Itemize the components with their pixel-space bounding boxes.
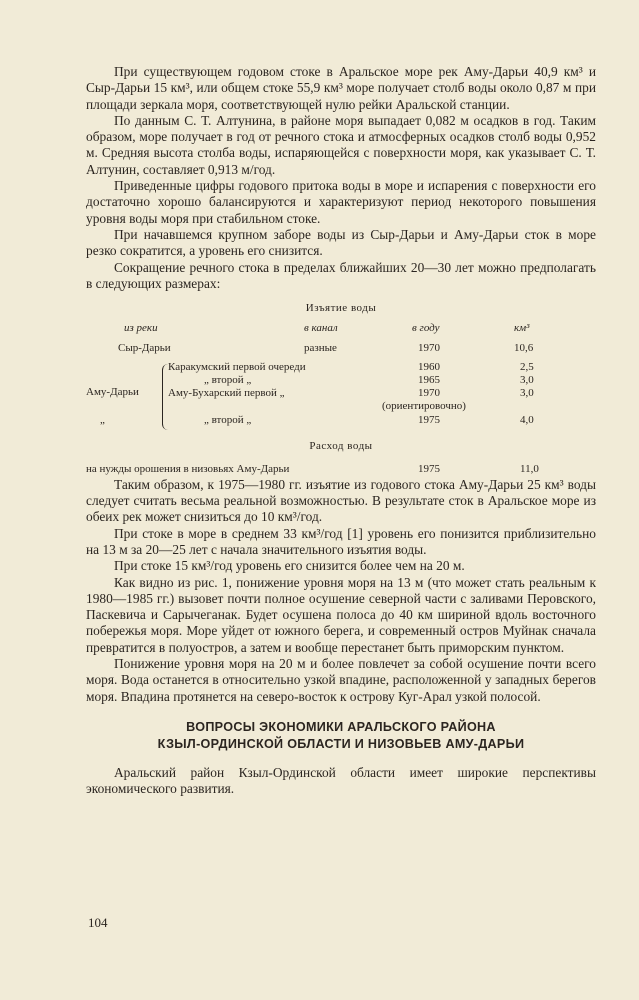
column-header: в канал	[304, 322, 338, 335]
paragraph: По данным С. Т. Алтунина, в районе моря выпадает 0,082 м осадков в год. Таким образом, море получает в год от речного стока и атмосферных осадков столб воды 0,952 м. Средняя высота столба воды, испаряющейся с поверхности моря, как указывает С. Т. Алтунин, составляет 0,913 м/год.	[86, 112, 596, 177]
cell-year: 1975	[418, 462, 440, 475]
column-header: в году	[412, 322, 440, 335]
cell-canal: разные	[304, 342, 337, 355]
paragraph: При стоке в море в среднем 33 км³/год [1] уровень его понизится приблизительно на 13 м за 20—25 лет с начала значительного изъятия воды.	[86, 525, 596, 557]
cell-year: 1960	[418, 361, 440, 374]
cell-canal: Аму-Бухарский первой „	[168, 387, 285, 400]
paragraph: Сокращение речного стока в пределах ближайших 20—30 лет можно предполагать в следующих размерах:	[86, 259, 596, 291]
cell-river: Аму-Дарьи	[86, 386, 139, 399]
paragraph: Как видно из рис. 1, понижение уровня моря на 13 м (что может стать реальным к 1980—1985 гг.) вызовет почти полное осушение северной части с заливами Перовского, Паскевича и Сарычеганак. Будет осушена полоса до 40 км шириной вдоль восточного побережья моря. Море уйдет от южного берега, и современный остров Муйнак сначала превратится в полуостров, а затем и вообще перестанет быть приморским пунктом.	[86, 574, 596, 655]
cell-value: 11,0	[520, 462, 539, 475]
cell-label: на нужды орошения в низовьях Аму-Дарьи	[86, 462, 290, 475]
cell-canal: „ второй „	[204, 414, 252, 427]
consumption-table	[86, 461, 596, 477]
paragraph: Таким образом, к 1975—1980 гг. изъятие из годового стока Аму-Дарьи 25 км³ воды следует считать весьма реальной возможностью. В результате сток в Аральское море из обеих рек может снизиться до 10 км³/год.	[86, 476, 596, 525]
cell-year-note: (ориентировочно)	[382, 400, 466, 413]
cell-value: 2,5	[520, 361, 534, 374]
table-caption-consumption: Расход воды	[309, 440, 373, 453]
cell-river: „	[100, 414, 105, 427]
cell-year: 1970	[418, 342, 440, 355]
paragraph: Приведенные цифры годового притока воды в море и испарения с поверхности его достаточно хорошо балансируются и характеризуют период некоторого повышения уровня воды моря при стабильном стоке.	[86, 178, 596, 226]
cell-year: 1975	[418, 414, 440, 427]
paragraph: При стоке 15 км³/год уровень его снизится более чем на 20 м.	[114, 558, 465, 574]
withdrawal-table	[86, 322, 596, 430]
paragraph: При существующем годовом стоке в Аральское море рек Аму-Дарьи 40,9 км³ и Сыр-Дарьи 15 км³, или общем стоке 55,9 км³ море получает столб воды около 0,87 м при площади зеркала моря, соответствующей нулю рейки Аральской станции.	[86, 64, 596, 112]
cell-value: 3,0	[520, 387, 534, 400]
cell-canal: „ второй „	[204, 374, 252, 387]
cell-year: 1965	[418, 374, 440, 387]
section-heading	[86, 719, 596, 753]
paragraph: Понижение уровня моря на 20 м и более повлечет за собой осушение почти всего моря. Вода останется в относительно узкой впадине, расположенной у западных берегов моря. Впадина протянется на северо-восток к острову Куг-Арал узкой полосой.	[86, 656, 596, 704]
column-header: км³	[514, 322, 530, 335]
cell-year: 1970	[418, 387, 440, 400]
table-caption-withdrawal: Изъятие воды	[305, 302, 377, 315]
column-header: из реки	[124, 322, 158, 335]
heading-line: ВОПРОСЫ ЭКОНОМИКИ АРАЛЬСКОГО РАЙОНА	[186, 719, 496, 734]
cell-value: 10,6	[514, 342, 534, 355]
paragraph: При начавшемся крупном заборе воды из Сыр-Дарьи и Аму-Дарьи сток в море резко сократится, а уровень его снизится.	[86, 226, 596, 259]
cell-value: 4,0	[520, 414, 534, 427]
page-number: 104	[88, 915, 108, 930]
heading-line: КЗЫЛ-ОРДИНСКОЙ ОБЛАСТИ И НИЗОВЬЕВ АМУ-ДАРЬИ	[157, 736, 525, 751]
body-text	[86, 64, 596, 798]
paragraph: Аральский район Кзыл-Ординской области имеет широкие перспективы экономического развития.	[86, 764, 596, 797]
cell-value: 3,0	[520, 374, 534, 387]
cell-river: Сыр-Дарьи	[118, 342, 171, 355]
cell-canal: Каракумский первой очереди	[168, 361, 306, 374]
